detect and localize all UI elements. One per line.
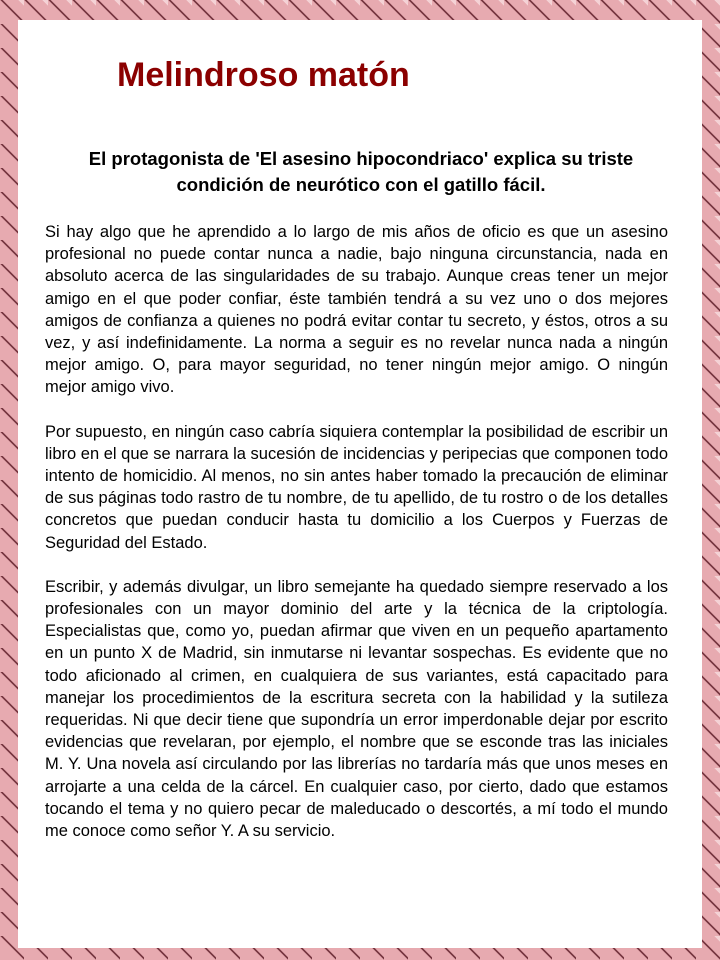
- article-subtitle: El protagonista de 'El asesino hipocondriaco' explica su triste condición de neurótico con el gatillo fácil.: [88, 148, 634, 195]
- document-page: [18, 20, 702, 948]
- body-paragraph: Escribir, y además divulgar, un libro semejante ha quedado siempre reservado a los profesionales con un mayor dominio del arte y la técnica de la criptología. Especialistas que, como yo, puedan afirmar que viven en un pequeño apartamento en un punto X de Madrid, sin inmutarse ni levantar sospechas. Es evidente que no todo aficionado al crimen, en cualquiera de sus variantes, está capacitado para manejar los procedimientos de la escritura secreta con la habilidad y la sutileza requeridas. Ni que decir tiene que supondría un error imperdonable dejar por escrito evidencias que revelaran, por ejemplo, el nombre que se esconde tras las iniciales M. Y. Una novela así circulando por las librerías no tardaría más que unos meses en arrojarte a una celda de la cárcel. En cualquier caso, por cierto, dado que estamos tocando el tema y no quiero pecar de maleducado o descortés, a mí todo el mundo me conoce como señor Y. A su servicio.: [45, 577, 668, 841]
- body-paragraph: Si hay algo que he aprendido a lo largo de mis años de oficio es que un asesino profesional no puede contar nunca a nadie, bajo ninguna circunstancia, nada en absoluto acerca de las singularidades de su trabajo. Aunque creas tener un mejor amigo en el que poder confiar, éste también tendrá a su vez uno o dos mejores amigos de confianza a quienes no podrá evitar contar tu secreto, y éstos, otros a su vez, y así indefinidamente. La norma a seguir es no revelar nunca nada a ningún mejor amigo. O, para mayor seguridad, no tener ningún mejor amigo. O ningún mejor amigo vivo.: [45, 223, 668, 397]
- article-body: [45, 221, 668, 842]
- body-paragraph: Por supuesto, en ningún caso cabría siquiera contemplar la posibilidad de escribir un libro en el que se narrara la sucesión de incidencias y peripecias que componen todo intento de homicidio. Al menos, no sin antes haber tomado la precaución de eliminar de sus páginas todo rastro de tu nombre, de tu apellido, de tu rostro o de los detalles concretos que puedan conducir hasta tu domicilio a los Cuerpos y Fuerzas de Seguridad del Estado.: [45, 422, 668, 552]
- article-title: Melindroso matón: [117, 56, 410, 94]
